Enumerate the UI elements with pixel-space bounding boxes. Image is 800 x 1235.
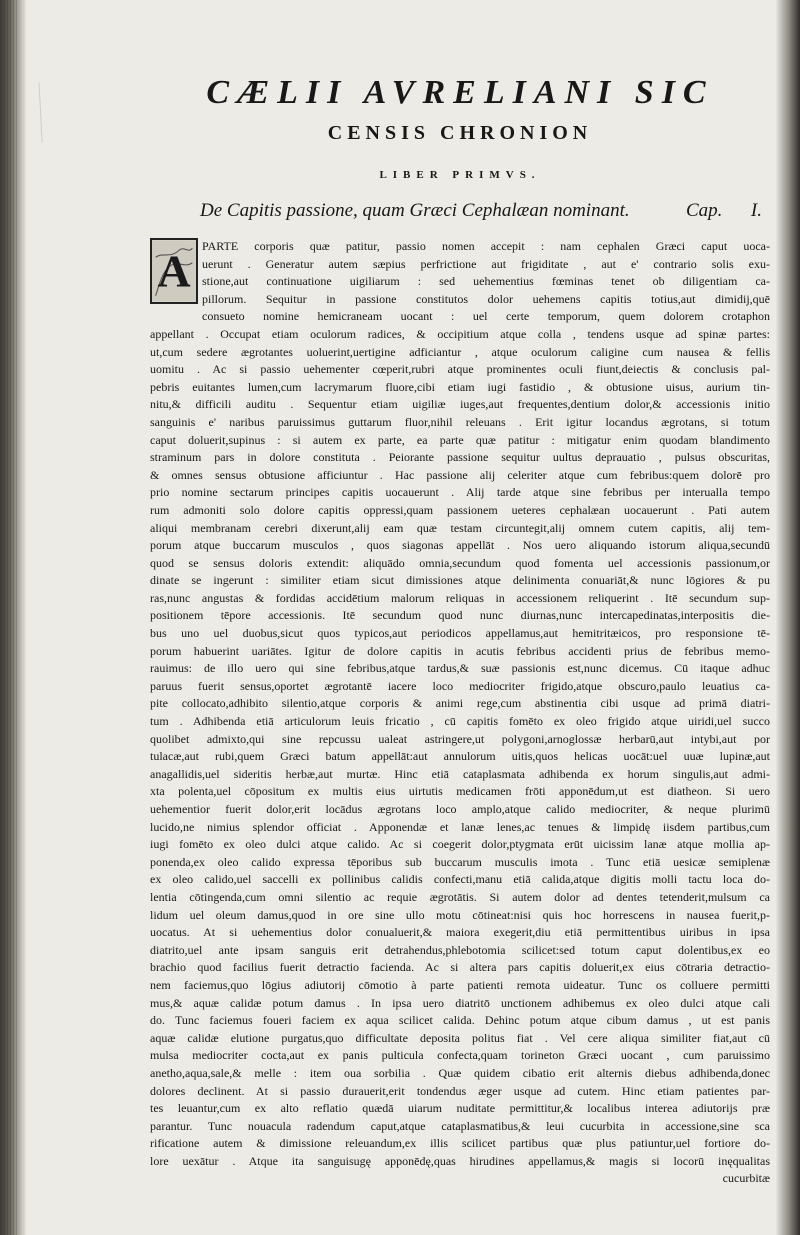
text-line: quolibet admixto,qui sine repcussu ualeat astringere,ut polygoni,arnoglossæ herbarū,aut intybi,aut por	[150, 731, 770, 746]
title-line-3: LIBER PRIMVS.	[379, 169, 541, 181]
text-line: tum . Adhibenda etiā articulorum leuis fricatio , cū capitis fomēto ex oleo frigido atque uiridi,uel succo	[150, 714, 770, 729]
text-line: do. Tunc faciemus foueri faciem ex aqua scilicet calida. Dehinc potum atque cibum damus , ut est panis	[150, 1013, 770, 1028]
body-lines	[150, 238, 770, 1170]
text-line: anetho,aqua,sale,& melle : item oua sorbilia . Quæ quidem cibatio erit alternis diebus adhibenda,donec	[150, 1065, 770, 1080]
text-line: pillorum. Sequitur in passione constitutos dolor uehemens capitis totius,aut dimidij,quē	[202, 291, 770, 306]
text-line: porum habuerint uariātes. Igitur de dolore capitis in acutis febribus accidenti prius de febribus memo-	[150, 643, 770, 658]
text-line: dolores declinent. At si passio durauerit,erit tondendus æger usque ad cutem. Hinc etiam patientes par-	[150, 1083, 770, 1098]
text-line: aquæ calidæ elutione purgatus,quo difficultate deposita politus fiat . Vel cere aliqua similiter fiat,aut cū	[150, 1030, 770, 1045]
book-gutter	[0, 0, 26, 1235]
text-line: uocatus. At si uehementius dolor conualuerit,& maiora exegerit,diu etiā permittentibus uiribus in ipsa	[150, 925, 770, 940]
text-line: caput doluerit,supinus : si autem ex parte, ea parte quæ patitur : mitigatur enim quodam blandimento	[150, 432, 770, 447]
text-line: positionem tēpore accessionis. Itē secundum quod nunc diurnas,nunc intercapedinatas,interpositis die-	[150, 608, 770, 623]
page-content	[150, 70, 770, 1188]
text-line: ut,cum sedere ægrotantes uoluerint,uertigine adficiantur , atque oculorum caligine cum nausea & fellis	[150, 344, 770, 359]
chapter-number	[686, 198, 762, 224]
text-line: mulsa mediocriter cocta,aut ex panis pulticula confecta,quam torineton Græci uocant , cum paruissimo	[150, 1048, 770, 1063]
text-line: PARTE corporis quæ patitur, passio nomen accepit : nam cephalen Græci caput uoca-	[202, 239, 770, 253]
text-line: paruus fuerit sensus,oportet ægrotantē iacere loco mediocriter frigido,atque obscuro,paulo leuatius ca-	[150, 678, 770, 693]
chapter-cap-number: I.	[750, 200, 762, 221]
text-line: consueto nomine hemicraneam uocant : uel certe temporum, quem dolorem crotaphon	[202, 309, 770, 324]
title-line-2: CENSIS CHRONION	[327, 122, 593, 144]
text-line: rum admoniti solo dolore capitis oppressi,quam passionem ueteres cephalæan uocauerunt . Pati autem	[150, 502, 770, 517]
text-line: quod se sensus doloris extendit: aliquādo omnia,secundum quod fomenta uel accessionis passionum,or	[150, 555, 770, 570]
text-line: lucido,ne nimius splendor officiat . Apponendæ et lanæ lenes,ac tenues & limpidę iisdem partibus,cum	[150, 819, 770, 834]
chapter-cap-label: Cap.	[685, 200, 723, 221]
text-line: pebris euitantes lumen,cum lacrymarum fluore,cibi etiam iugi fastidio , & obtusione uisus, aurium tin-	[150, 379, 770, 394]
initial-letter: A	[157, 245, 191, 297]
page-right-edge	[776, 0, 800, 1235]
text-line: aliqui membranam cerebri dixerunt,alij eam quæ testam circuntegit,alij omnem cutem capitis, alij tem-	[150, 520, 770, 535]
title-line-1: CÆLII AVRELIANI SIC	[206, 74, 714, 111]
text-line: dinate se ingerunt : similiter etiam sicut dimissiones atque delinimenta conuariāt,& nunc lōgiores & pu	[150, 573, 770, 588]
catchword: cucurbitæ	[722, 1171, 770, 1186]
text-line: bus uno uel duobus,sicut quos typicos,aut periodicos appellamus,aut hemitritæicos, pro responsione tē-	[150, 626, 770, 641]
text-line: xta polenta,uel cōpositum ex multis eius uirtutis medicamen frōti apponēdum,ut est diatheon. Si uero	[150, 784, 770, 799]
text-line: appellant . Occupat etiam oculorum radices, & occipitium atque colla , tendens usque ad spinæ partes:	[150, 326, 770, 341]
text-line: nem faciemus,quo lōgius adiutorij cōmotio à parte patienti remota uideatur. Tunc os colluere permitti	[150, 977, 770, 992]
text-line: sanguinis e' naribus paruissimus guttarum fluor,nihil releuans . Erit igitur locandus ægrotans, si totum	[150, 414, 770, 429]
text-line: diatrito,uel ante ipsam sanguis erit detrahendus,phlebotomia scilicet:sed totum caput dolentibus,ex eo	[150, 942, 770, 957]
text-line: anagallidis,uel sideritis herbæ,aut murtæ. Hinc etiā cataplasmata adhibenda ex horum singulis,aut admi-	[150, 766, 770, 781]
chapter-title: De Capitis passione, quam Græci Cephalæan nominant.	[200, 200, 630, 221]
text-line: uomitu . Ac si passio uehementer cœperit,rubri atque prominentes oculi fiunt,deiectis & conclusis pal-	[150, 362, 770, 377]
text-line: uehementior fuerit dolor,erit locādus ægrotans loco amplo,atque calido mediocriter, & neque plurimū	[150, 802, 770, 816]
text-line: iugi fomēto ex oleo dulci atque calido. Ac si coegerit dolor,ptygmata erūt uicissim lanæ atque mollia ap-	[150, 837, 770, 852]
text-line: lidum uel oleum damus,quod in ore sine ullo motu cōtineat:nisi quis hoc horrescens in nausea fuerit,p-	[150, 907, 770, 922]
text-line: parantur. Tunc nouacula radendum caput,atque cataplasmatibus,& leui cucurbita in accessione,sine sca	[150, 1118, 770, 1133]
text-line: rauimus: de illo uero qui sine febribus,atque tardus,& suæ passionis est,nunc dicemus. Cū itaque adhuc	[150, 661, 770, 676]
text-line: tes leuantur,cum ex alto reflatio quædā uiarum nuditate permittitur,& localibus interea adiutorijs præ	[150, 1101, 770, 1116]
text-line: lore uexātur . Atque ita sanguisugę apponēdę,quas hirudines appellamus,& magis si locorū inęqualitas	[150, 1153, 770, 1168]
text-line: prio nomine sectarum principes capitis uocauerunt . Alij tarde atque sine febribus per interualla tempo	[150, 485, 770, 500]
text-line: rificatione autem & dimissione releuandum,ex illis scilicet partibus quæ plus patiuntur,uel fortiore do-	[150, 1136, 770, 1151]
body-text	[150, 238, 770, 1188]
text-line: stione,aut continuatione uigiliarum : sed uehementius fœminas tenet ob diligentiam ca-	[202, 274, 770, 289]
text-line: ex oleo calido,uel saccelli ex pollinibus calidis confecti,manu etiā calida,atque digitis molli tactu loca do-	[150, 872, 770, 887]
decorated-initial	[150, 238, 198, 304]
text-line: straminum pars in dolore constituta . Peiorante passione sequitur uultus deprauatio , pulsus obscuritas,	[150, 450, 770, 465]
text-line: brachio quod facilius fuerit detractio facienda. Ac si altera pars capitis doluerit,ex eius cōtraria detractio-	[150, 960, 770, 975]
decorated-initial-icon	[152, 240, 196, 302]
text-line: ponenda,ex oleo calido expressa tēporibus sub buccarum musculis imota . Tunc etiā uesicæ semiplenæ	[150, 854, 770, 869]
text-line: lentia cōtingenda,cum omni silentio ac requie ægrotātis. Si autem dolor ad dentes tetenderit,mulsum ca	[150, 889, 770, 904]
page-edges	[4, 0, 18, 1235]
chapter-heading	[150, 198, 770, 226]
text-line: uerunt . Generatur autem sæpius perfrictione aut frigiditate , aut e' contrario solis exu-	[202, 256, 770, 271]
text-line: pite collocato,adhibito silentio,atque corporis & animi rege,cum abstinentia cibi usque ad primā diatri-	[150, 696, 770, 711]
text-line: & omnes sensus obtusione afficiuntur . Hac passione alij celeriter atque cum febribus:quem dolorē pro	[150, 467, 770, 482]
text-line: nitu,& difficili auditu . Sequentur etiam uigiliæ iuges,aut frequentes,dentium dolor,& accessionis initio	[150, 397, 770, 412]
text-line: tulacæ,aut rubi,quem Græci batum appellāt:aut annulorum uitis,quos helicas uocāt:uel uuæ lupinæ,aut	[150, 749, 770, 764]
text-line: ras,nunc angustas & fordidas accidētium malorum reliquas in accessionem reliquerint . Itē secundum sup-	[150, 590, 770, 605]
text-line: mus,& aquæ calidæ potum damus . In ipsa uero diatritō unctionem adhibemus ex oleo dulci atque cali	[150, 995, 770, 1010]
marginal-annotation	[38, 78, 132, 143]
text-line: porum atque buccarum musculos , quos siagonas appellāt . Nos uero aliquando istorum aliqua,secundū	[150, 538, 770, 553]
